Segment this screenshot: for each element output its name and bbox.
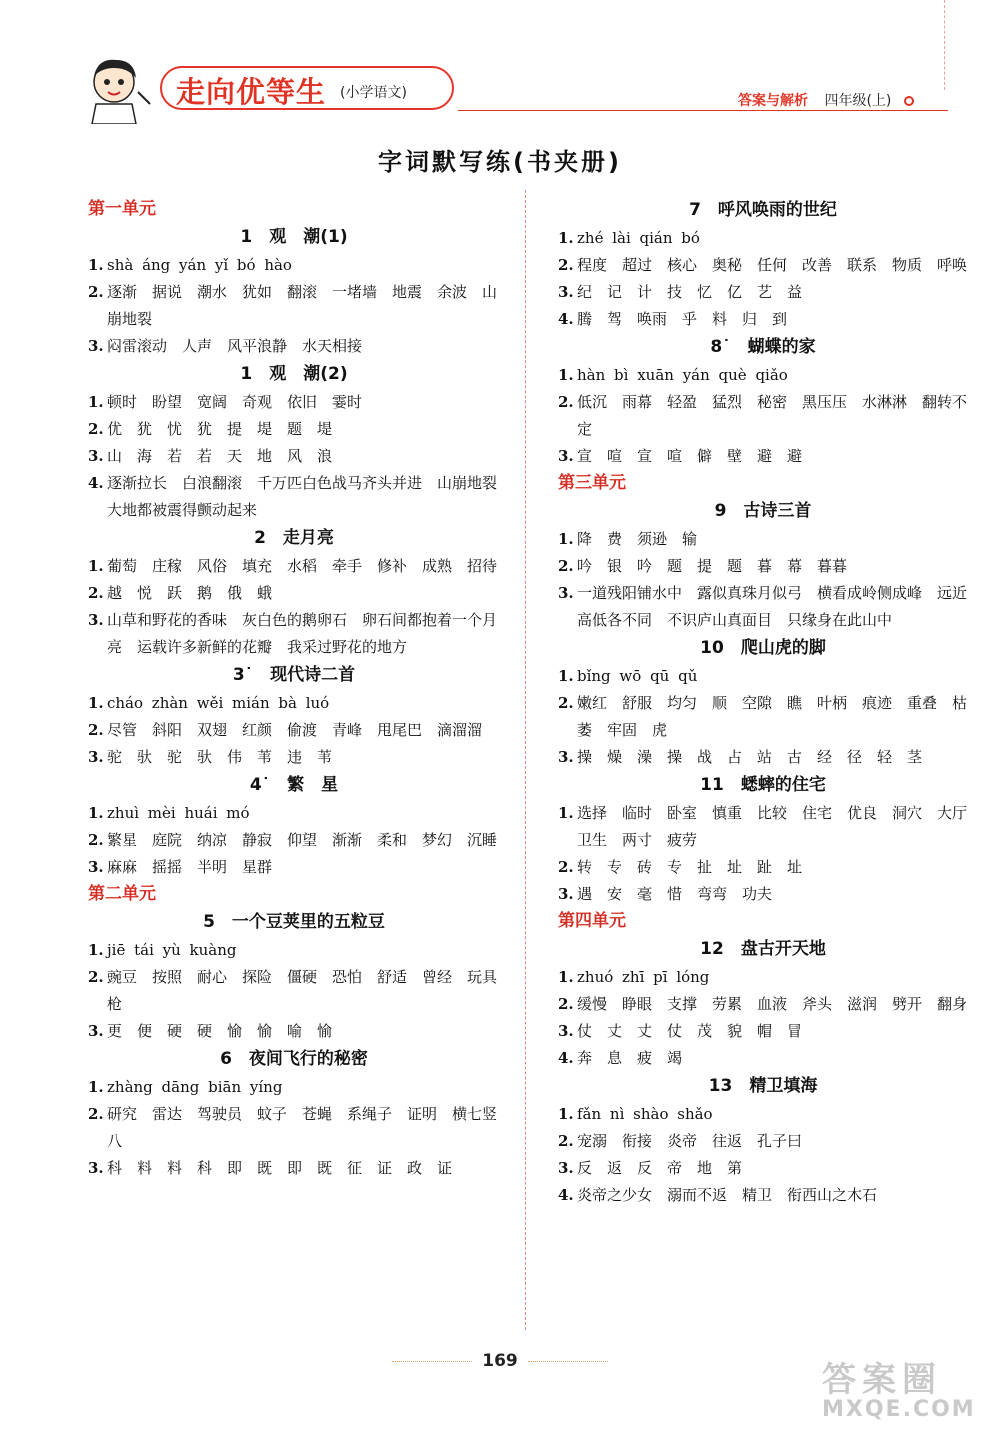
column-divider	[525, 190, 526, 1330]
answer-item	[558, 1182, 968, 1209]
answer-item	[88, 553, 500, 580]
answer-label: 答案与解析	[738, 93, 808, 109]
item-number: 1.	[558, 1105, 574, 1123]
item-text: 驼 驮 驼 驮 伟 苇 违 苇	[107, 748, 333, 766]
item-text: 逐渐 据说 潮水 犹如 翻滚 一堵墙 地震 余波 山崩地裂	[107, 283, 498, 328]
item-text: zhuì mèi huái mó	[107, 804, 250, 822]
header-info	[738, 90, 914, 110]
answer-item	[558, 964, 968, 991]
answer-item	[558, 252, 968, 279]
item-number: 1.	[88, 941, 104, 959]
lesson-title: 3˙ 现代诗二首	[232, 665, 356, 685]
item-text: 山草和野花的香味 灰白色的鹅卵石 卵石间都抱着一个月亮 运载许多新鲜的花瓣 我采过野花的地方	[107, 611, 498, 656]
item-text: 更 便 硬 硬 愉 愉 喻 愉	[107, 1022, 333, 1040]
item-text: 腾 驾 唤雨 乎 料 归 到	[577, 310, 788, 328]
lesson-title: 1 观 潮(1)	[240, 227, 348, 247]
item-number: 1.	[88, 557, 104, 575]
item-text: 操 燥 澡 操 战 占 站 古 经 径 轻 茎	[577, 748, 923, 766]
item-text: zhuó zhī pī lóng	[577, 968, 710, 986]
item-text: 闷雷滚动 人声 风平浪静 水天相接	[107, 337, 363, 355]
item-text: 低沉 雨幕 轻盈 猛烈 秘密 黑压压 水淋淋 翻转不定	[577, 393, 968, 438]
answer-item	[558, 1128, 968, 1155]
item-number: 3.	[88, 1159, 104, 1177]
item-number: 3.	[88, 611, 104, 629]
item-text: cháo zhàn wěi mián bà luó	[107, 694, 330, 712]
lesson-title: 2 走月亮	[254, 528, 334, 548]
item-number: 3.	[558, 447, 574, 465]
item-number: 1.	[558, 968, 574, 986]
item-number: 3.	[88, 447, 104, 465]
item-number: 2.	[88, 831, 104, 849]
answer-item	[88, 580, 500, 607]
answer-item	[558, 443, 968, 470]
item-number: 4.	[558, 310, 574, 328]
unit-heading: 第一单元	[88, 199, 156, 219]
answer-item	[88, 690, 500, 717]
item-number: 3.	[88, 858, 104, 876]
brand-subtitle: (小学语文)	[340, 85, 407, 101]
unit-heading: 第四单元	[558, 911, 626, 931]
item-number: 3.	[558, 1159, 574, 1177]
item-text: 反 返 反 帝 地 第	[577, 1159, 743, 1177]
item-number: 3.	[558, 283, 574, 301]
watermark	[822, 1352, 992, 1422]
answer-item	[88, 1074, 500, 1101]
answer-item	[88, 607, 500, 661]
item-number: 1.	[88, 694, 104, 712]
page-number: 169	[482, 1351, 518, 1371]
item-text: 程度 超过 核心 奥秘 任何 改善 联系 物质 呼唤	[577, 256, 968, 274]
answer-item	[88, 717, 500, 744]
item-text: 逐渐拉长 白浪翻滚 千万匹白色战马齐头并进 山崩地裂 大地都被震得颤动起来	[107, 474, 513, 519]
answer-item	[88, 389, 500, 416]
item-text: 炎帝之少女 溺而不返 精卫 衔西山之木石	[577, 1186, 878, 1204]
item-text: jiē tái yù kuàng	[107, 941, 237, 959]
item-text: 纪 记 计 技 忆 亿 艺 益	[577, 283, 803, 301]
item-text: 奔 息 疲 竭	[577, 1049, 683, 1067]
item-text: 越 悦 跃 鹅 俄 蛾	[107, 584, 273, 602]
item-text: 嫩红 舒服 均匀 顺 空隙 瞧 叶柄 痕迹 重叠 枯萎 牢固 虎	[577, 694, 968, 739]
item-text: 遇 安 毫 惜 弯弯 功夫	[577, 885, 773, 903]
answer-item	[558, 362, 968, 389]
unit-heading: 第三单元	[558, 473, 626, 493]
item-number: 2.	[558, 858, 574, 876]
answer-item	[558, 389, 968, 443]
item-number: 3.	[558, 1022, 574, 1040]
answer-item	[88, 854, 500, 881]
answer-item	[558, 1045, 968, 1072]
item-number: 2.	[88, 968, 104, 986]
item-text: 宣 喧 宣 喧 僻 壁 避 避	[577, 447, 803, 465]
item-number: 3.	[88, 1022, 104, 1040]
item-text: 繁星 庭院 纳凉 静寂 仰望 渐渐 柔和 梦幻 沉睡	[107, 831, 498, 849]
answer-item	[88, 279, 500, 333]
answer-item	[558, 744, 968, 771]
page-header	[0, 0, 1000, 120]
item-text: 豌豆 按照 耐心 探险 僵硬 恐怕 舒适 曾经 玩具枪	[107, 968, 498, 1013]
item-text: 降 费 须逊 输	[577, 530, 698, 548]
item-text: 仗 丈 丈 仗 茂 貌 帽 冒	[577, 1022, 803, 1040]
item-number: 2.	[558, 995, 574, 1013]
answer-item	[558, 854, 968, 881]
answer-item	[88, 470, 513, 524]
answer-item	[558, 1018, 968, 1045]
item-text: zhé lài qián bó	[577, 229, 700, 247]
lesson-title: 8˙ 蝴蝶的家	[710, 337, 816, 357]
lesson-title: 9 古诗三首	[714, 501, 812, 521]
item-text: 尽管 斜阳 双翅 红颜 偷渡 青峰 甩尾巴 滴溜溜	[107, 721, 483, 739]
item-number: 1.	[88, 1078, 104, 1096]
answer-item	[88, 1155, 500, 1182]
item-text: 宠溺 衔接 炎帝 往返 孔子曰	[577, 1132, 803, 1150]
item-text: fǎn nì shào shǎo	[577, 1105, 713, 1123]
lesson-title: 11 蟋蟀的住宅	[700, 775, 826, 795]
item-text: 葡萄 庄稼 风俗 填充 水稻 牵手 修补 成熟 招待	[107, 557, 498, 575]
item-text: shà áng yán yǐ bó hào	[107, 256, 292, 274]
header-rule	[458, 110, 948, 111]
margin-line	[944, 0, 945, 90]
item-text: 转 专 砖 专 扯 址 趾 址	[577, 858, 803, 876]
item-text: 选择 临时 卧室 慎重 比较 住宅 优良 洞穴 大厅 卫生 两寸 疲劳	[577, 804, 983, 849]
item-number: 1.	[88, 393, 104, 411]
lesson-title: 13 精卫填海	[708, 1076, 818, 1096]
lesson-title: 4˙ 繁 星	[249, 775, 339, 795]
item-number: 2.	[558, 694, 574, 712]
item-number: 3.	[88, 337, 104, 355]
answer-item	[558, 225, 968, 252]
mascot-illustration	[78, 52, 154, 124]
item-text: 麻麻 摇摇 半明 星群	[107, 858, 273, 876]
item-number: 1.	[558, 804, 574, 822]
brand-title: 走向优等生	[176, 75, 327, 109]
answer-item	[88, 827, 500, 854]
answer-item	[558, 881, 968, 908]
item-text: bǐng wō qū qǔ	[577, 667, 698, 685]
lesson-title: 6 夜间飞行的秘密	[220, 1049, 368, 1069]
answer-item	[88, 1101, 500, 1155]
right-column	[558, 196, 983, 1209]
brand-badge	[160, 66, 454, 110]
item-text: zhàng dāng biān yíng	[107, 1078, 283, 1096]
answer-item	[558, 526, 968, 553]
answer-item	[88, 333, 500, 360]
answer-item	[88, 252, 500, 279]
item-number: 2.	[88, 283, 104, 301]
item-number: 3.	[558, 748, 574, 766]
lesson-title: 5 一个豆荚里的五粒豆	[203, 912, 385, 932]
footer-rule-left	[392, 1361, 472, 1362]
answer-item	[88, 964, 500, 1018]
item-number: 4.	[558, 1186, 574, 1204]
item-number: 1.	[88, 256, 104, 274]
item-text: hàn bì xuān yán què qiǎo	[577, 366, 788, 384]
left-column	[88, 196, 513, 1182]
item-number: 3.	[88, 748, 104, 766]
watermark-bottom: MXQE.COM	[822, 1397, 976, 1422]
item-text: 吟 银 吟 题 提 题 暮 幕 暮暮	[577, 557, 848, 575]
answer-item	[558, 663, 968, 690]
answer-item	[88, 800, 500, 827]
unit-heading: 第二单元	[88, 884, 156, 904]
item-text: 一道残阳铺水中 露似真珠月似弓 横看成岭侧成峰 远近高低各不同 不识庐山真面目 只缘身在此山中	[577, 584, 968, 629]
item-number: 1.	[88, 804, 104, 822]
answer-item	[558, 800, 983, 854]
watermark-top: 答案圈	[822, 1360, 942, 1400]
item-number: 2.	[88, 721, 104, 739]
item-text: 科 料 料 科 即 既 即 既 征 证 政 证	[107, 1159, 453, 1177]
answer-item	[558, 1155, 968, 1182]
answer-item	[558, 1101, 968, 1128]
item-number: 2.	[558, 557, 574, 575]
item-number: 4.	[88, 474, 104, 492]
item-number: 3.	[558, 885, 574, 903]
item-number: 1.	[558, 530, 574, 548]
lesson-title: 12 盘古开天地	[700, 939, 826, 959]
lesson-title: 1 观 潮(2)	[240, 364, 348, 384]
footer-rule-right	[528, 1361, 608, 1362]
item-number: 2.	[88, 1105, 104, 1123]
item-text: 顿时 盼望 宽阔 奇观 依旧 霎时	[107, 393, 363, 411]
item-text: 缓慢 睁眼 支撑 劳累 血液 斧头 滋润 劈开 翻身	[577, 995, 968, 1013]
answer-item	[88, 937, 500, 964]
answer-item	[558, 279, 968, 306]
lesson-title: 7 呼风唤雨的世纪	[689, 200, 837, 220]
answer-item	[558, 690, 968, 744]
answer-item	[558, 306, 968, 333]
item-number: 2.	[558, 256, 574, 274]
item-number: 2.	[88, 420, 104, 438]
item-number: 2.	[558, 393, 574, 411]
item-number: 1.	[558, 229, 574, 247]
item-number: 2.	[558, 1132, 574, 1150]
answer-item	[558, 991, 968, 1018]
answer-item	[558, 580, 968, 634]
item-number: 3.	[558, 584, 574, 602]
circle-icon	[904, 96, 914, 106]
answer-item	[558, 553, 968, 580]
lesson-title: 10 爬山虎的脚	[700, 638, 826, 658]
item-number: 2.	[88, 584, 104, 602]
item-number: 1.	[558, 366, 574, 384]
answer-item	[88, 744, 500, 771]
item-number: 4.	[558, 1049, 574, 1067]
item-number: 1.	[558, 667, 574, 685]
answer-item	[88, 416, 500, 443]
item-text: 研究 雷达 驾驶员 蚊子 苍蝇 系绳子 证明 横七竖八	[107, 1105, 498, 1150]
page-title: 字词默写练(书夹册)	[378, 148, 622, 176]
answer-item	[88, 443, 500, 470]
item-text: 优 犹 忧 犹 提 堤 题 堤	[107, 420, 333, 438]
item-text: 山 海 若 若 天 地 风 浪	[107, 447, 333, 465]
grade-label: 四年级(上)	[824, 93, 892, 109]
answer-item	[88, 1018, 500, 1045]
